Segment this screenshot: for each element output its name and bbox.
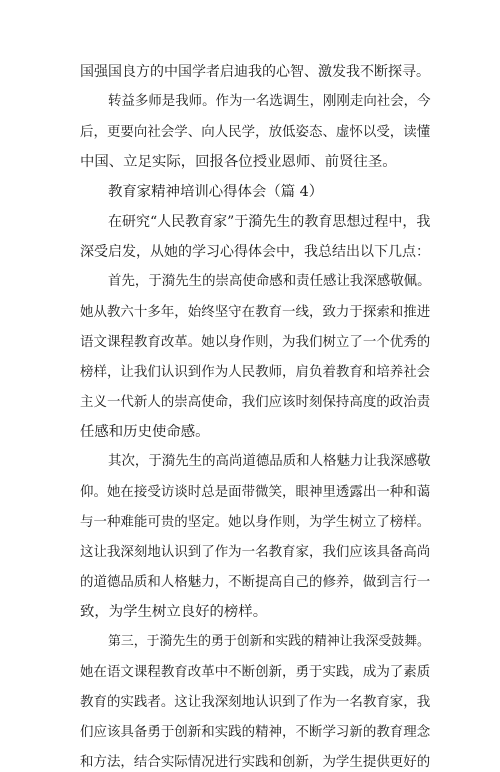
text-line: 中国、立足实际，回报各位授业恩师、前贤往圣。 [80, 154, 397, 170]
text-line: 致，为学生树立良好的榜样。 [80, 604, 268, 620]
text-line: 深受启发，从她的学习心得体会中，我总结出以下几点： [80, 244, 430, 260]
text-line: 其次，于漪先生的高尚道德品质和人格魅力让我深感敬 [108, 454, 431, 469]
text-line: 转益多师是我师。作为一名选调生，刚刚走向社会，今 [108, 94, 431, 109]
text-line: 第三，于漪先生的勇于创新和实践的精神让我深受鼓舞。 [108, 634, 430, 649]
text-line: 仰。她在接受访谈时总是面带微笑，眼神里透露出一种和蔼 [80, 484, 431, 500]
section-heading: 教育家精神培训心得体会（篇 4） [108, 184, 324, 200]
text-line: 语文课程教育改革。她以身作则，为我们树立了一个优秀的 [80, 334, 431, 350]
text-line: 和方法，结合实际情况进行实践和创新，为学生提供更好的 [80, 754, 431, 770]
text-line: 与一种难能可贵的坚定。她以身作则，为学生树立了榜样。 [80, 514, 431, 530]
text-line: 们应该具备勇于创新和实践的精神，不断学习新的教育理念 [80, 724, 431, 740]
text-line: 教育的实践者。这让我深刻地认识到了作为一名教育家，我 [80, 694, 431, 710]
text-line: 首先，于漪先生的崇高使命感和责任感让我深感敬佩。 [108, 274, 431, 289]
text-line: 的道德品质和人格魅力，不断提高自己的修养，做到言行一 [80, 574, 431, 590]
text-line: 她在语文课程教育改革中不断创新，勇于实践，成为了素质 [80, 664, 431, 680]
text-line: 后，更要向社会学、向人民学，放低姿态、虚怀以受，读懂 [80, 124, 431, 140]
text-line: 主义一代新人的崇高使命，我们应该时刻保持高度的政治责 [80, 394, 431, 410]
text-line: 国强国良方的中国学者启迪我的心智、激发我不断探寻。 [80, 64, 430, 80]
text-line: 她从教六十多年，始终坚守在教育一线，致力于探索和推进 [80, 304, 431, 320]
text-line: 榜样，让我们认识到作为人民教师，肩负着教育和培养社会 [80, 364, 431, 380]
text-line: 在研究“人民教育家”于漪先生的教育思想过程中，我 [108, 214, 431, 230]
text-line: 这让我深刻地认识到了作为一名教育家，我们应该具备高尚 [80, 544, 431, 560]
text-line: 任感和历史使命感。 [80, 424, 210, 440]
